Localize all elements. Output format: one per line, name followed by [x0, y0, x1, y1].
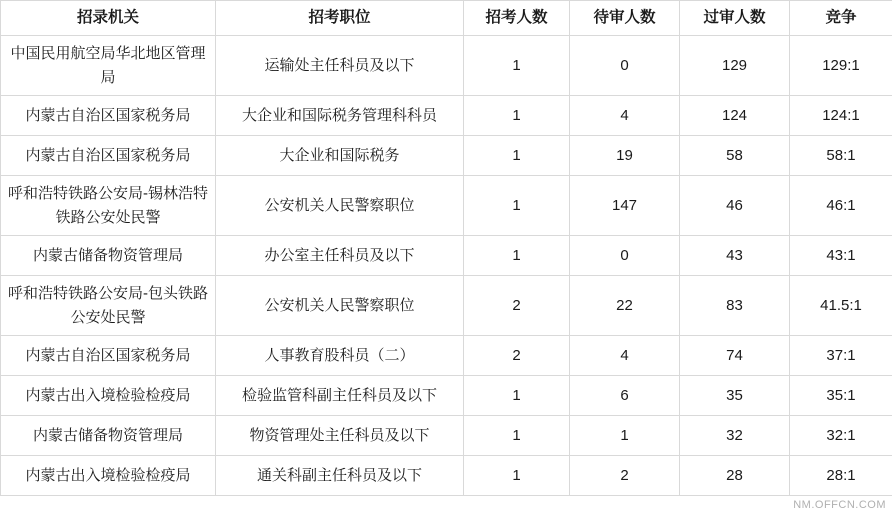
cell-position: 办公室主任科员及以下: [216, 236, 464, 276]
cell-competition-ratio: 58:1: [790, 136, 892, 176]
table-row: [1, 376, 892, 416]
cell-agency: 呼和浩特铁路公安局-包头铁路公安处民警: [1, 276, 216, 336]
table-row: [1, 416, 892, 456]
cell-agency: 内蒙古储备物资管理局: [1, 236, 216, 276]
table-row: [1, 456, 892, 496]
cell-position: 物资管理处主任科员及以下: [216, 416, 464, 456]
table-row: [1, 96, 892, 136]
cell-competition-ratio: 46:1: [790, 176, 892, 236]
column-header-competition-ratio: 竞争: [790, 1, 892, 36]
cell-competition-ratio: 41.5:1: [790, 276, 892, 336]
table-header: [1, 1, 892, 36]
cell-passed-count: 83: [680, 276, 790, 336]
table-row: [1, 236, 892, 276]
column-header-plan-count: 招考人数: [464, 1, 570, 36]
cell-competition-ratio: 129:1: [790, 36, 892, 96]
table-row: [1, 136, 892, 176]
cell-plan-count: 1: [464, 456, 570, 496]
table-row: [1, 36, 892, 96]
cell-passed-count: 28: [680, 456, 790, 496]
cell-competition-ratio: 37:1: [790, 336, 892, 376]
cell-pending-count: 4: [570, 96, 680, 136]
cell-agency: 中国民用航空局华北地区管理局: [1, 36, 216, 96]
cell-plan-count: 1: [464, 36, 570, 96]
cell-agency: 内蒙古自治区国家税务局: [1, 136, 216, 176]
table-row: [1, 336, 892, 376]
column-header-position: 招考职位: [216, 1, 464, 36]
cell-pending-count: 0: [570, 36, 680, 96]
cell-pending-count: 4: [570, 336, 680, 376]
cell-passed-count: 32: [680, 416, 790, 456]
cell-position: 通关科副主任科员及以下: [216, 456, 464, 496]
cell-passed-count: 74: [680, 336, 790, 376]
cell-position: 大企业和国际税务管理科科员: [216, 96, 464, 136]
cell-competition-ratio: 28:1: [790, 456, 892, 496]
cell-agency: 呼和浩特铁路公安局-锡林浩特铁路公安处民警: [1, 176, 216, 236]
cell-position: 人事教育股科员（二）: [216, 336, 464, 376]
cell-passed-count: 124: [680, 96, 790, 136]
cell-agency: 内蒙古自治区国家税务局: [1, 96, 216, 136]
cell-agency: 内蒙古出入境检验检疫局: [1, 376, 216, 416]
cell-plan-count: 2: [464, 276, 570, 336]
cell-pending-count: 1: [570, 416, 680, 456]
column-header-passed-count: 过审人数: [680, 1, 790, 36]
cell-position: 公安机关人民警察职位: [216, 176, 464, 236]
cell-position: 大企业和国际税务: [216, 136, 464, 176]
table-body: [1, 36, 892, 496]
cell-position: 运输处主任科员及以下: [216, 36, 464, 96]
cell-passed-count: 58: [680, 136, 790, 176]
cell-passed-count: 46: [680, 176, 790, 236]
cell-agency: 内蒙古出入境检验检疫局: [1, 456, 216, 496]
cell-competition-ratio: 124:1: [790, 96, 892, 136]
cell-competition-ratio: 32:1: [790, 416, 892, 456]
cell-position: 检验监管科副主任科员及以下: [216, 376, 464, 416]
cell-pending-count: 22: [570, 276, 680, 336]
cell-plan-count: 1: [464, 416, 570, 456]
cell-passed-count: 35: [680, 376, 790, 416]
cell-pending-count: 0: [570, 236, 680, 276]
cell-pending-count: 6: [570, 376, 680, 416]
table-row: [1, 176, 892, 236]
cell-passed-count: 43: [680, 236, 790, 276]
table-row: [1, 276, 892, 336]
column-header-agency: 招录机关: [1, 1, 216, 36]
column-header-pending-count: 待审人数: [570, 1, 680, 36]
cell-agency: 内蒙古储备物资管理局: [1, 416, 216, 456]
watermark: NM.OFFCN.COM: [793, 499, 886, 511]
cell-position: 公安机关人民警察职位: [216, 276, 464, 336]
table-header-row: [1, 1, 892, 36]
cell-competition-ratio: 43:1: [790, 236, 892, 276]
cell-plan-count: 1: [464, 176, 570, 236]
cell-plan-count: 1: [464, 136, 570, 176]
cell-plan-count: 1: [464, 236, 570, 276]
cell-pending-count: 147: [570, 176, 680, 236]
cell-passed-count: 129: [680, 36, 790, 96]
cell-agency: 内蒙古自治区国家税务局: [1, 336, 216, 376]
cell-competition-ratio: 35:1: [790, 376, 892, 416]
cell-plan-count: 1: [464, 96, 570, 136]
cell-pending-count: 19: [570, 136, 680, 176]
cell-plan-count: 2: [464, 336, 570, 376]
cell-plan-count: 1: [464, 376, 570, 416]
cell-pending-count: 2: [570, 456, 680, 496]
